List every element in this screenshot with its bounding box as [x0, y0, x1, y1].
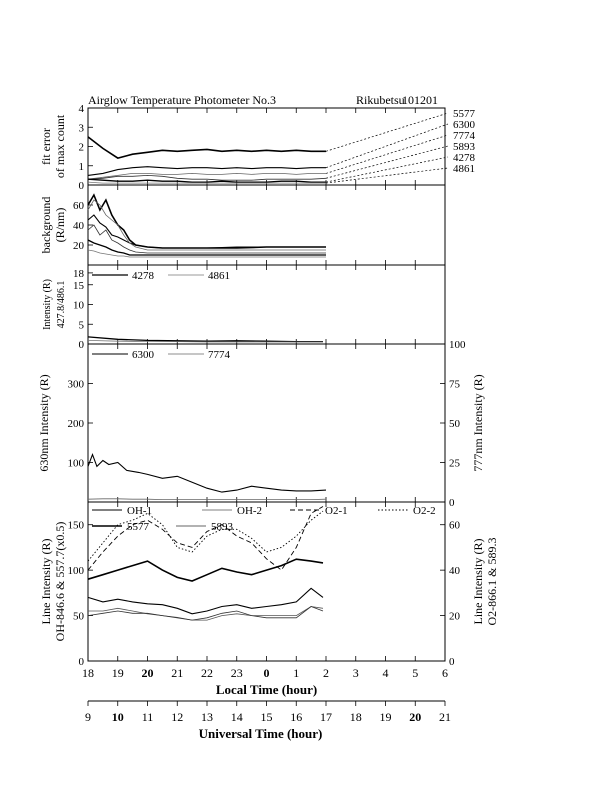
- y2-tick-label-red: 0: [449, 497, 455, 509]
- panel-line: [39, 502, 499, 741]
- right-label-5577: 5577: [453, 108, 475, 120]
- y-tick-label-fit: 4: [78, 103, 84, 115]
- series-line-red-6300: [88, 455, 326, 493]
- y-axis-label2-bg: (R/nm): [53, 207, 67, 243]
- x-tick-label-local: 18: [82, 666, 94, 680]
- y2-axis-label2-line: O2-866.1 & 589.3: [485, 537, 499, 626]
- series-line-line-5577: [88, 559, 323, 581]
- y-axis-label-bg: background: [39, 196, 53, 254]
- legend-label-4278: 4278: [132, 270, 154, 282]
- x-tick-label-utc: 11: [141, 710, 154, 724]
- panel-blue: [42, 265, 445, 351]
- y2-axis-label-red: 777nm Intensity (R): [471, 374, 485, 472]
- legend-label-7774: 7774: [208, 349, 230, 361]
- y-axis-label-line: Line Intensity (R): [39, 538, 53, 625]
- x-tick-label-local: 21: [171, 666, 184, 680]
- x-tick-label-utc: 10: [111, 710, 124, 724]
- y2-tick-label-line: 0: [449, 656, 455, 668]
- x-tick-label-local: 20: [141, 666, 154, 680]
- y2-tick-label-red: 50: [449, 418, 460, 430]
- x-tick-label-utc: 20: [409, 710, 422, 724]
- y-tick-label-bg: 20: [73, 240, 84, 252]
- x-tick-label-local: 19: [111, 666, 124, 680]
- chart-panels: [37, 103, 499, 741]
- panel-bg: [39, 185, 445, 265]
- y2-axis-label-line: Line Intensity (R): [471, 538, 485, 625]
- y-axis-label-fit: fit error: [39, 128, 53, 165]
- x-tick-label-local: 5: [412, 666, 419, 680]
- y-tick-label-bg: 40: [73, 220, 84, 232]
- series-line-fit-5577: [88, 137, 326, 158]
- y-tick-label-line: 50: [73, 610, 84, 623]
- x-tick-label-utc: 16: [290, 710, 303, 724]
- y2-tick-label-red: 75: [449, 378, 460, 391]
- y2-tick-label-red: 25: [449, 457, 460, 470]
- y-tick-label-red: 100: [67, 457, 84, 470]
- legend-label-oh-1: OH-1: [127, 505, 153, 517]
- x-tick-label-local: 1: [293, 666, 300, 680]
- x-tick-label-utc: 12: [171, 710, 184, 724]
- panel-fit: [39, 103, 476, 192]
- y-tick-label-fit: 1: [78, 160, 84, 173]
- right-label-4861: 4861: [453, 163, 475, 175]
- legend-label-4861: 4861: [208, 270, 230, 282]
- y2-tick-label-red: 100: [449, 339, 466, 351]
- series-line-fit-5893: [88, 175, 326, 180]
- y-tick-label-fit: 3: [78, 122, 84, 135]
- legend-label-o2-2: O2-2: [413, 505, 436, 517]
- y2-tick-label-line: 60: [449, 519, 460, 532]
- x-tick-label-local: 6: [442, 666, 448, 680]
- y-tick-label-blue: 10: [73, 299, 84, 312]
- y-axis-label-red: 630nm Intensity (R): [37, 374, 51, 472]
- y-axis-label2-line: OH-846.6 & 557.7(x0.5): [53, 521, 67, 642]
- legend-label-oh-2: OH-2: [237, 505, 263, 517]
- legend-label-5893: 5893: [211, 521, 233, 533]
- series-line-line-oh-1: [88, 588, 323, 614]
- y-tick-label-fit: 2: [78, 141, 84, 154]
- figure-title: Airglow Temperature Photometer No.3: [88, 93, 277, 107]
- y-tick-label-blue: 0: [78, 339, 84, 351]
- x-tick-label-utc: 14: [230, 710, 243, 724]
- leader-line-5893: [326, 146, 448, 178]
- series-line-line-o2-1: [88, 507, 323, 571]
- y-axis-label2-blue: 427.8/486.1: [56, 280, 67, 329]
- leader-line-4278: [326, 157, 448, 182]
- y-tick-label-red: 200: [67, 418, 84, 430]
- right-label-4278: 4278: [453, 152, 475, 164]
- panel-frame-red: [88, 344, 445, 502]
- y-tick-label-blue: 5: [78, 319, 84, 332]
- right-label-6300: 6300: [453, 119, 475, 131]
- leader-line-7774: [326, 135, 448, 173]
- y2-tick-label-line: 20: [449, 610, 460, 623]
- x-tick-label-utc: 13: [201, 710, 213, 724]
- legend-label-6300: 6300: [132, 349, 154, 361]
- leader-line-4861: [326, 168, 448, 183]
- y-tick-label-line: 150: [67, 519, 84, 532]
- x-tick-label-local: 0: [263, 666, 270, 680]
- figure-date: 101201: [402, 93, 438, 107]
- y-axis-label-blue: Intensity (R): [42, 279, 53, 330]
- y-tick-label-line: 0: [78, 656, 84, 668]
- x-tick-label-utc: 15: [260, 710, 273, 724]
- x-tick-label-local: 2: [323, 666, 329, 680]
- y-axis-label2-fit: of max count: [53, 114, 67, 179]
- y-tick-label-fit: 0: [78, 180, 84, 192]
- x-tick-label-local: 22: [201, 666, 213, 680]
- x-axis-label-local: Local Time (hour): [215, 682, 318, 697]
- y-tick-label-blue: 18: [73, 267, 84, 280]
- x-axis-label-utc: Universal Time (hour): [198, 726, 323, 741]
- legend-label-o2-1: O2-1: [325, 505, 348, 517]
- series-line-line-5893: [88, 607, 323, 621]
- y-tick-label-blue: 15: [73, 279, 84, 292]
- y-tick-label-red: 300: [67, 378, 84, 391]
- x-tick-label-utc: 19: [379, 710, 392, 724]
- panel-red: [37, 339, 485, 509]
- x-tick-label-utc: 17: [320, 710, 332, 724]
- x-tick-label-utc: 9: [85, 710, 91, 724]
- y2-tick-label-line: 40: [449, 565, 460, 578]
- y-tick-label-line: 100: [67, 565, 84, 578]
- y-tick-label-bg: 60: [73, 200, 84, 212]
- x-tick-label-utc: 21: [439, 710, 451, 724]
- x-tick-label-local: 23: [230, 666, 243, 680]
- x-tick-label-local: 3: [352, 666, 359, 680]
- series-line-line-o2-2: [88, 511, 323, 561]
- series-line-bg-7774: [88, 200, 326, 250]
- legend-label-5577: 5577: [127, 521, 149, 533]
- figure-station: Rikubetsu: [356, 93, 405, 107]
- right-label-7774: 7774: [453, 130, 475, 142]
- x-tick-label-local: 4: [382, 666, 389, 680]
- x-tick-label-utc: 18: [349, 710, 362, 724]
- right-label-5893: 5893: [453, 141, 475, 153]
